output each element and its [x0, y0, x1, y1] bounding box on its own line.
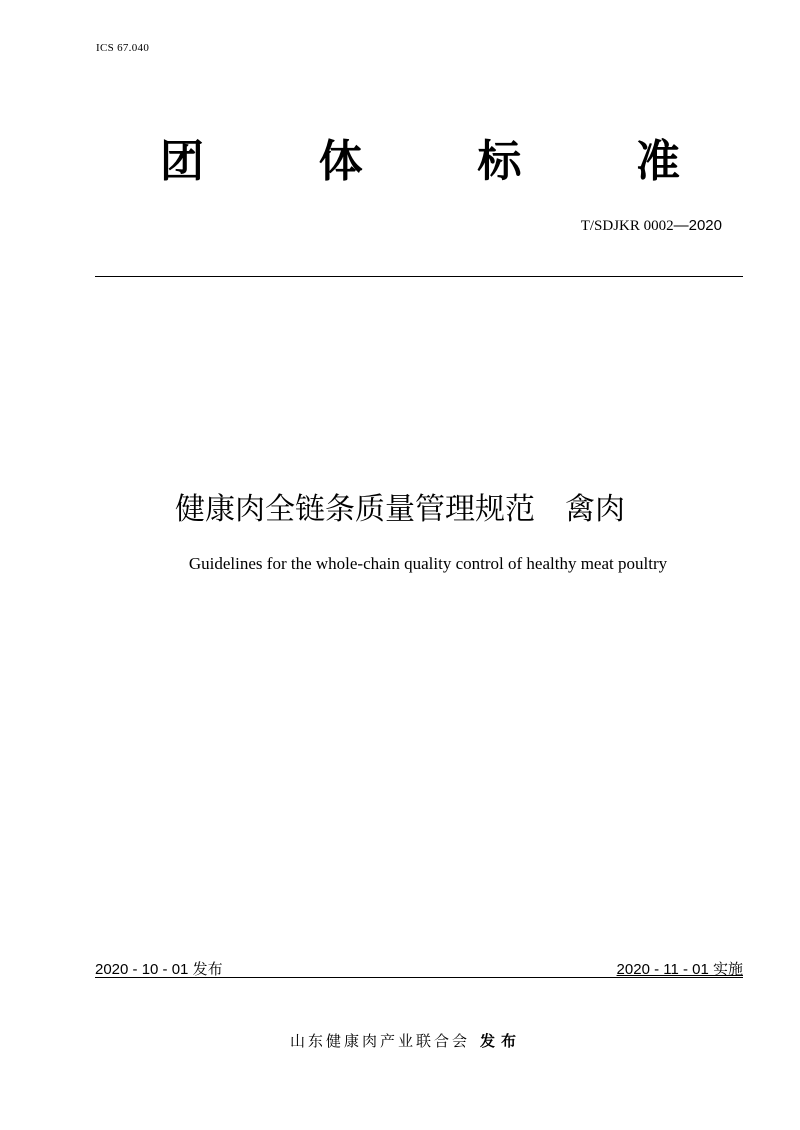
publisher-action: 发布: [480, 1032, 523, 1050]
title-english: Guidelines for the whole-chain quality control of healthy meat poultry: [188, 554, 668, 573]
standard-number: [581, 216, 722, 235]
ics-code: ICS 67.040: [96, 42, 150, 54]
header-divider: [95, 276, 743, 277]
standard-number-year: —2020: [673, 217, 722, 234]
footer-divider: [95, 977, 743, 978]
document-type-char: 准: [635, 136, 680, 187]
document-type-char: 标: [477, 136, 522, 187]
publisher-name: 山东健康肉产业联合会: [289, 1032, 470, 1050]
document-type-char: 团: [160, 136, 204, 187]
document-type-heading: [160, 132, 680, 192]
date-row: [95, 958, 743, 978]
title-chinese: 健康肉全链条质量管理规范 禽肉: [175, 492, 625, 527]
publisher-line: [0, 1030, 800, 1051]
document-type-char: 体: [318, 136, 363, 187]
implementation-date: 2020 - 11 - 01 实施: [616, 961, 743, 978]
standard-number-prefix: T/SDJKR 0002: [580, 218, 674, 234]
release-date: 2020 - 10 - 01 发布: [95, 961, 223, 978]
